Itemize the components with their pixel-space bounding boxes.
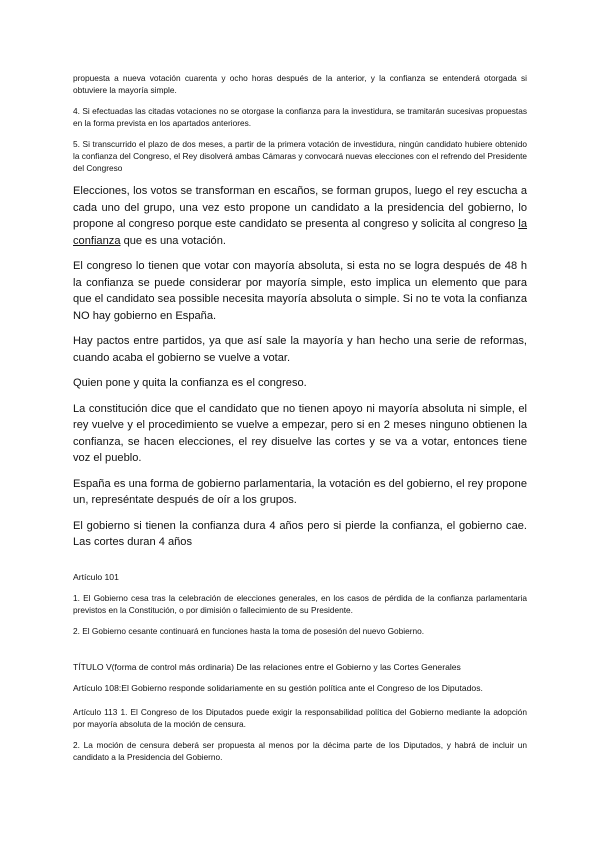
note-paragraph: El congreso lo tienen que votar con mayoría absoluta, si esta no se logra después de 48 h la confianza se puede considerar por mayoría simple, esto implica un elemento que para que el candidato sea possible necesita mayoría absoluta o simple. Si no te vota la confianza NO hay gobierno en España.	[73, 260, 527, 322]
article-paragraph: 2. La moción de censura deberá ser propuesta al menos por la décima parte de los Diputados, y habrá de incluir un candidato a la Presidencia del Gobierno.	[73, 739, 527, 762]
note-paragraph: Quien pone y quita la confianza es el congreso.	[73, 377, 307, 389]
article-heading: Artículo 101	[73, 571, 119, 582]
note-paragraph: España es una forma de gobierno parlamentaria, la votación es del gobierno, el rey propone un, represéntate después de oír a los grupos.	[73, 477, 527, 506]
constitution-paragraph: propuesta a nueva votación cuarenta y ocho horas después de la anterior, y la confianza se entenderá otorgada si obtuviere la mayoría simple.	[73, 73, 527, 95]
article-paragraph: 1. El Gobierno cesa tras la celebración de elecciones generales, en los casos de pérdida de la confianza parlamentaria previstos en la Constitución, o por dimisión o fallecimiento de su Presidente.	[73, 592, 527, 615]
article-paragraph: 2. El Gobierno cesante continuará en funciones hasta la toma de posesión del nuevo Gobierno.	[73, 625, 425, 636]
note-text: Elecciones, los votos se transforman en escaños, se forman grupos, luego el rey escucha a cada uno del grupo, una vez esto propone un candidato a la presidencia del gobierno, lo propone al congreso porque este candidato se presenta al congreso y solicita al congreso	[73, 185, 527, 230]
note-paragraph: El gobierno si tienen la confianza dura 4 años pero si pierde la confianza, el gobierno cae. Las cortes duran 4 años	[73, 519, 527, 548]
constitution-paragraph: 4. Si efectuadas las citadas votaciones no se otorgase la confianza para la investidura, se tramitarán sucesivas propuestas en la forma prevista en los apartados anteriores.	[73, 106, 527, 128]
note-text: que es una votación.	[120, 234, 226, 247]
article-paragraph: Artículo 113 1. El Congreso de los Diputados puede exigir la responsabilidad política del Gobierno mediante la adopción por mayoría absoluta de la moción de censura.	[73, 706, 527, 729]
note-paragraph: Hay pactos entre partidos, ya que así sale la mayoría y han hecho una serie de reformas, cuando acaba el gobierno se vuelve a votar.	[73, 335, 527, 364]
note-paragraph: La constitución dice que el candidato que no tienen apoyo ni mayoría absoluta ni simple, el rey vuelve y el procedimiento se vuelve a empezar, pero si en 2 meses ninguno obtienen la confianza, se hacen elecciones, el rey disuelve las cortes y se va a votar, entonces tiene voz el pueblo.	[73, 402, 527, 464]
note-paragraph	[73, 183, 527, 249]
title-heading: TÍTULO V(forma de control más ordinaria) De las relaciones entre el Gobierno y las Cortes Generales	[73, 661, 461, 672]
article-paragraph: Artículo 108:El Gobierno responde solidariamente en su gestión política ante el Congreso de los Diputados.	[73, 682, 483, 693]
constitution-paragraph: 5. Si transcurrido el plazo de dos meses, a partir de la primera votación de investidura, ningún candidato hubiere obtenido la confianza del Congreso, el Rey disolverá ambas Cámaras y convocará nuevas elecciones con el refrendo del Presidente del Congreso	[73, 139, 527, 173]
underlined-term: la confianza	[73, 218, 527, 247]
